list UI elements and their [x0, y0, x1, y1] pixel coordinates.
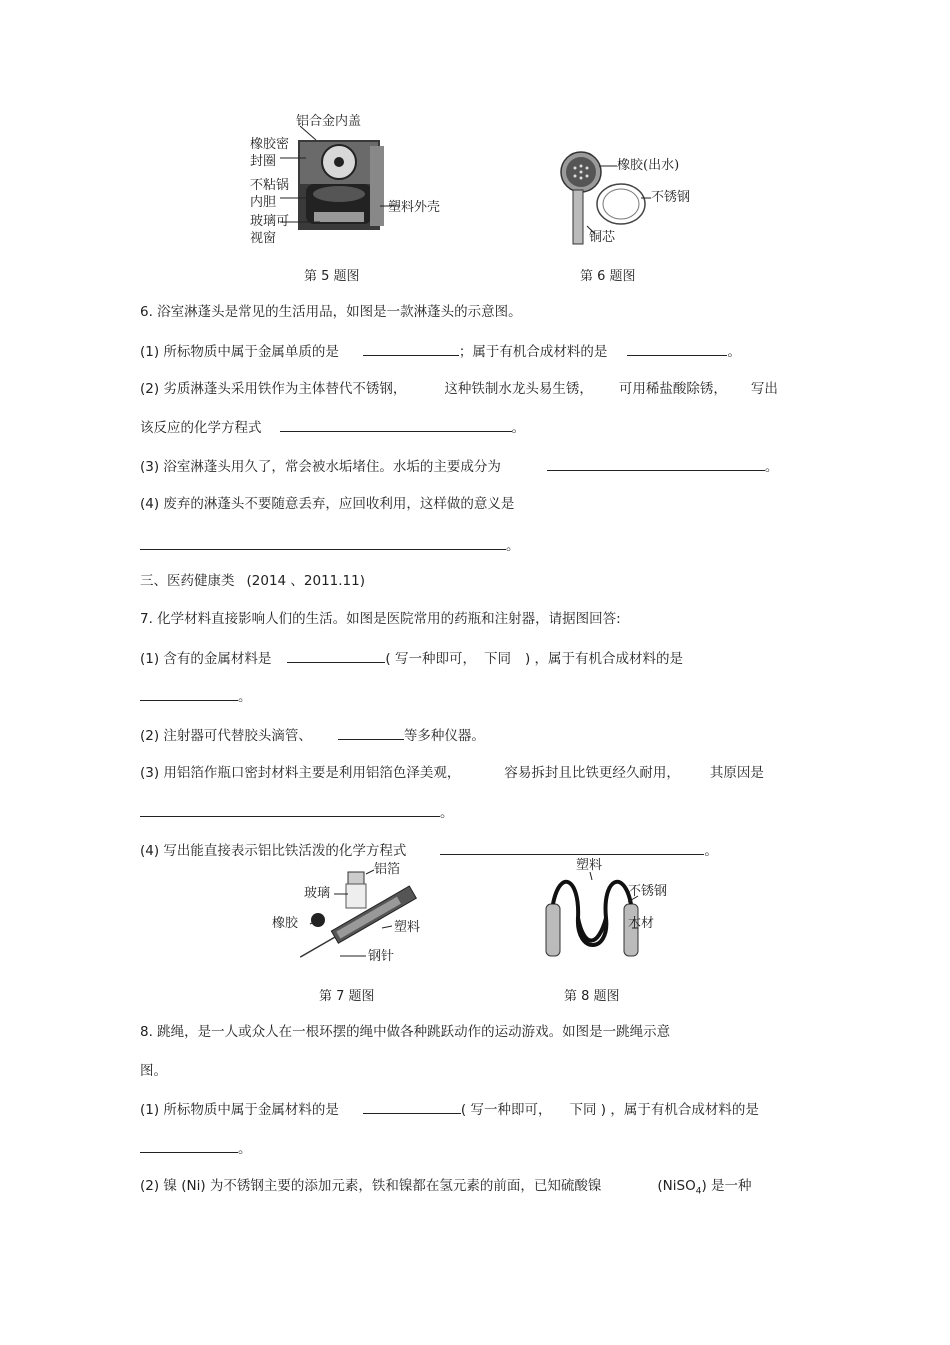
q7-p3-text-a: (3) 用铝箔作瓶口密封材料主要是利用铝箔色泽美观， — [140, 765, 461, 781]
q6-p4-blank[interactable] — [140, 535, 506, 550]
jump-rope-image — [540, 858, 690, 970]
q8-part1-cont — [140, 1138, 252, 1159]
q6-p1-blank-1[interactable] — [363, 341, 459, 356]
q8-stem — [140, 1022, 670, 1042]
q8-stem-text-2: 图。 — [140, 1063, 167, 1079]
fig8-label-steel: 不锈钢 — [628, 884, 668, 899]
q8-part2 — [140, 1176, 752, 1202]
q7-p1-text-c: 下同 — [483, 651, 511, 667]
figure-8 — [540, 858, 690, 970]
q6-p4-end: 。 — [506, 538, 520, 554]
fig8-label-plastic: 塑料 — [576, 858, 603, 873]
q8-p1-text-b: ( 写一种即可， — [460, 1102, 552, 1118]
q7-p1-end: 。 — [238, 689, 252, 705]
figure-7 — [270, 858, 440, 970]
fig7-label-needle: 钢针 — [368, 949, 395, 964]
q6-p1-text-2: ；属于有机合成材料的是 — [458, 344, 608, 360]
fig5-label-seal-2: 封圈 — [250, 154, 277, 169]
q6-p3-blank[interactable] — [547, 456, 765, 471]
fig5-label-shell: 塑料外壳 — [388, 200, 441, 215]
q7-p1-text-b: ( 写一种即可， — [385, 651, 476, 667]
q6-part3 — [140, 456, 778, 477]
fig5-label-window-1: 玻璃可 — [250, 214, 290, 229]
q6-p3-end: 。 — [764, 459, 779, 475]
q6-p1-text: (1) 所标物质中属于金属单质的是 — [140, 344, 339, 360]
syringe-image — [270, 858, 440, 970]
q6-p1-blank-2[interactable] — [627, 341, 727, 356]
fig7-label-rubber: 橡胶 — [272, 916, 299, 931]
q7-part1 — [140, 648, 683, 669]
q8-p1-end: 。 — [238, 1141, 252, 1157]
fig5-label-lid: 铝合金内盖 — [296, 114, 362, 129]
fig6-caption: 第 6 题图 — [580, 269, 636, 284]
q7-part1-cont — [140, 686, 252, 707]
fig8-label-wood: 木材 — [628, 916, 655, 931]
q8-p2-subscript: 4 — [695, 1186, 702, 1197]
q7-p3-end: 。 — [440, 805, 454, 821]
q7-p3-blank[interactable] — [140, 802, 440, 817]
q7-p4-blank[interactable] — [440, 840, 704, 855]
fig5-label-window-2: 视窗 — [250, 231, 277, 246]
q7-part3 — [140, 763, 764, 783]
fig7-label-foil: 铝箔 — [374, 862, 401, 877]
q6-p2-text-e: 该反应的化学方程式 — [140, 420, 262, 436]
section-3-title: 三、医药健康类 — [140, 573, 235, 589]
q7-p3-text-c: 其原因是 — [709, 765, 764, 781]
q8-p2-text-a: (2) 镍 (Ni) 为不锈钢主要的添加元素，铁和镍都在氢元素的前面，已知硫酸镍 — [140, 1178, 602, 1194]
section-3-heading — [140, 571, 365, 591]
q6-stem-text: 6. 浴室淋蓬头是常见的生活用品，如图是一款淋蓬头的示意图。 — [140, 304, 522, 320]
q6-p2-text-c: 可用稀盐酸除锈， — [618, 381, 727, 397]
q7-p2-text-a: (2) 注射器可代替胶头滴管、 — [140, 728, 312, 744]
section-3-years: (2014 、2011.11) — [246, 573, 366, 589]
q7-p1-blank-1[interactable] — [287, 648, 385, 663]
q8-stem-cont — [140, 1061, 167, 1081]
q6-part4-cont — [140, 535, 520, 556]
q6-part2 — [140, 379, 778, 399]
q8-p1-blank-2[interactable] — [140, 1138, 238, 1153]
fig7-label-plastic: 塑料 — [394, 920, 421, 935]
fig5-label-pot-2: 内胆 — [250, 195, 277, 210]
q8-p2-formula: (NiSO — [657, 1178, 696, 1194]
q7-p2-text-b: 等多种仪器。 — [403, 728, 485, 744]
q7-p4-text: (4) 写出能直接表示铝比铁活泼的化学方程式 — [140, 843, 407, 859]
q6-stem — [140, 302, 522, 322]
q8-stem-text: 8. 跳绳，是一人或众人在一根环摆的绳中做各种跳跃动作的运动游戏。如图是一跳绳示意 — [140, 1024, 671, 1040]
fig8-caption: 第 8 题图 — [564, 989, 620, 1004]
q7-p1-blank-2[interactable] — [140, 686, 238, 701]
q6-p1-end: 。 — [727, 344, 741, 360]
fig7-caption: 第 7 题图 — [319, 989, 375, 1004]
q7-p1-text-d: ) ，属于有机合成材料的是 — [524, 651, 684, 667]
fig5-label-seal-1: 橡胶密 — [250, 137, 290, 152]
q6-part4 — [140, 494, 514, 514]
q6-p2-text-d: 写出 — [750, 381, 778, 397]
fig7-label-glass: 玻璃 — [304, 886, 331, 901]
figure-6 — [555, 148, 715, 250]
q7-p4-end: 。 — [704, 843, 718, 859]
q6-part1 — [140, 341, 741, 362]
q7-p1-text-a: (1) 含有的金属材料是 — [140, 651, 272, 667]
figure-5 — [240, 110, 470, 260]
fig6-label-steel: 不锈钢 — [651, 190, 691, 205]
q7-stem — [140, 609, 621, 629]
q7-p3-text-b: 容易拆封且比铁更经久耐用， — [504, 765, 680, 781]
q6-p2-text-a: (2) 劣质淋蓬头采用铁作为主体替代不锈钢， — [140, 381, 407, 397]
q6-p3-text: (3) 浴室淋蓬头用久了，常会被水垢堵住。水垢的主要成分为 — [140, 459, 501, 475]
q6-p2-blank[interactable] — [280, 417, 512, 432]
q6-p2-end: 。 — [511, 420, 525, 436]
q7-stem-text: 7. 化学材料直接影响人们的生活。如图是医院常用的药瓶和注射器，请据图回答: — [140, 611, 621, 627]
q8-p2-text-d: ) 是一种 — [701, 1178, 752, 1194]
q7-part3-cont — [140, 802, 454, 823]
q8-p1-blank-1[interactable] — [363, 1099, 461, 1114]
q8-part1 — [140, 1099, 759, 1120]
q6-p2-text-b: 这种铁制水龙头易生锈， — [444, 381, 593, 397]
fig6-label-rubber: 橡胶(出水) — [617, 158, 680, 173]
q8-p1-text-c: 下同 ) ，属于有机合成材料的是 — [569, 1102, 759, 1118]
q8-p1-text-a: (1) 所标物质中属于金属材料的是 — [140, 1102, 339, 1118]
fig5-label-pot-1: 不粘锅 — [250, 178, 290, 193]
q7-part2 — [140, 725, 485, 746]
q6-p4-text: (4) 废弃的淋蓬头不要随意丢弃，应回收利用，这样做的意义是 — [140, 496, 515, 512]
q6-part2-cont — [140, 417, 525, 438]
fig5-caption: 第 5 题图 — [304, 269, 360, 284]
fig6-label-copper: 铜芯 — [589, 230, 616, 245]
q7-p2-blank[interactable] — [338, 725, 404, 740]
